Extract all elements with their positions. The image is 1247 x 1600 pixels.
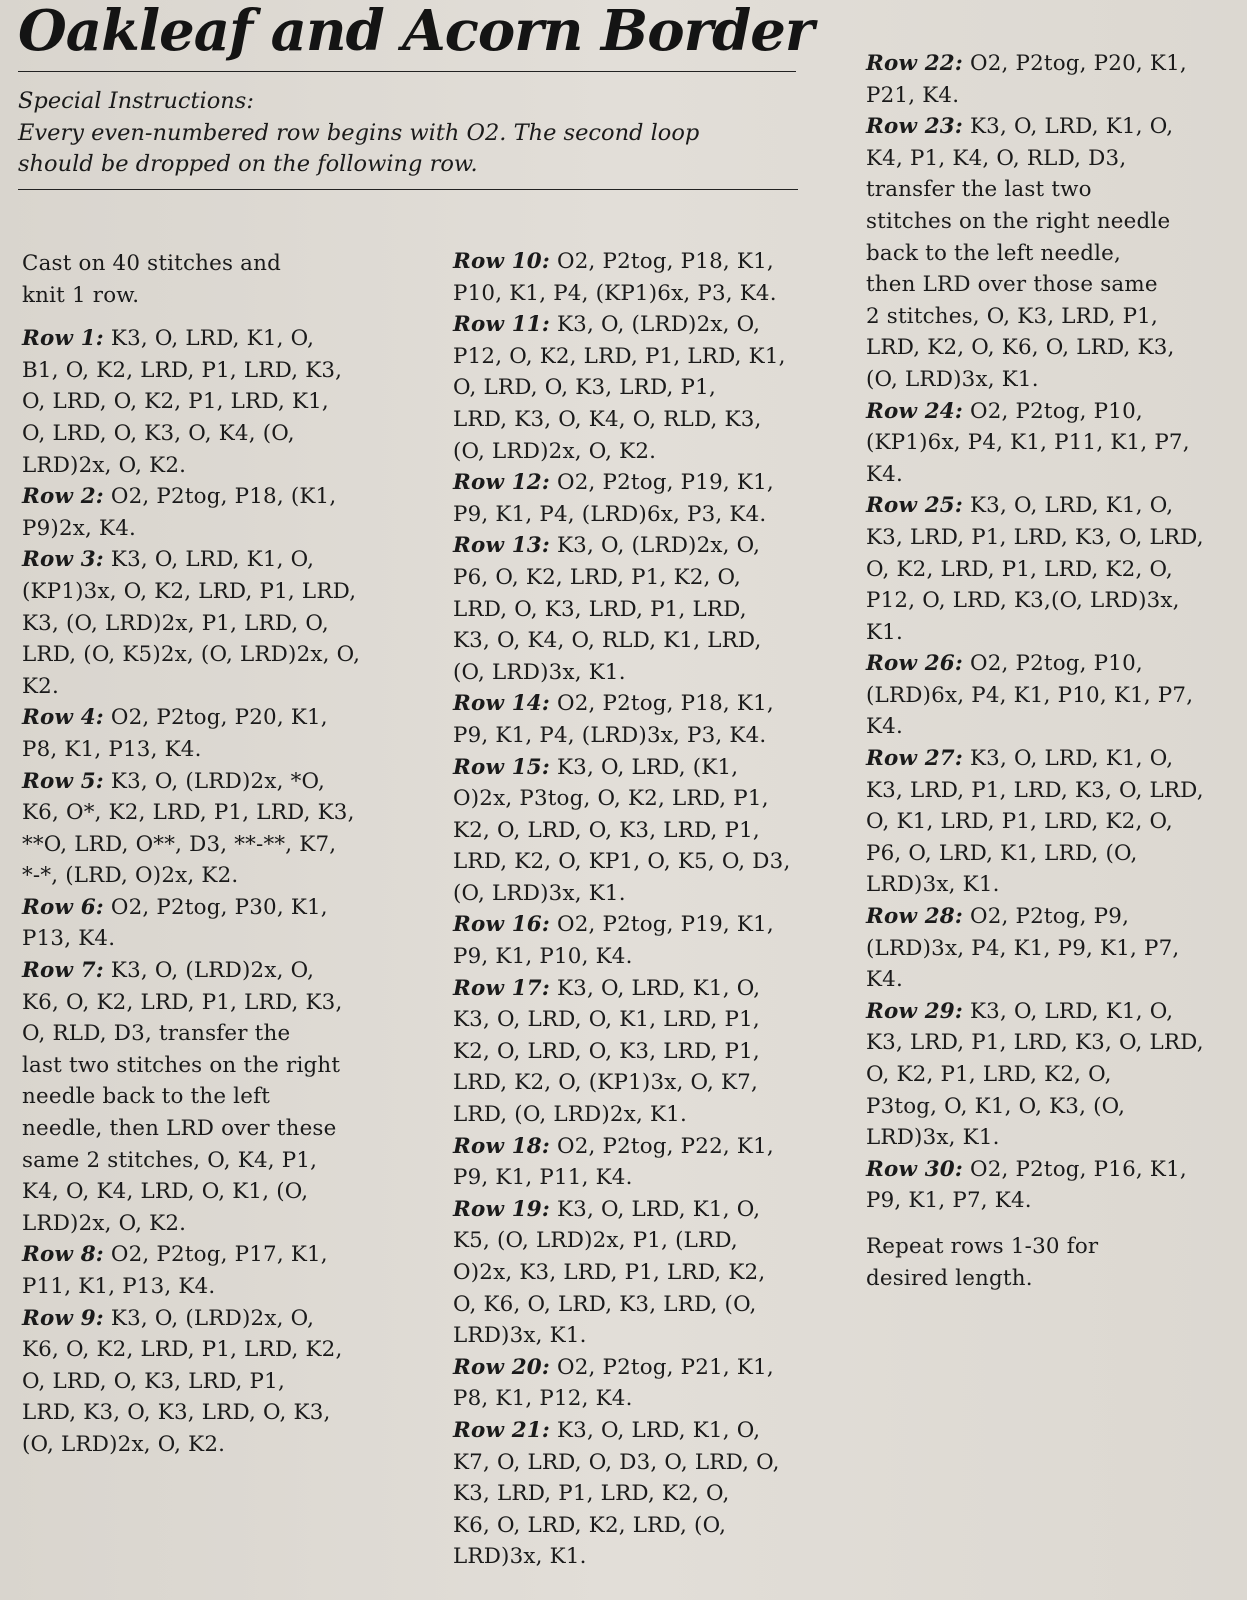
pattern-row	[866, 48, 1242, 111]
pattern-row	[22, 544, 412, 702]
row-text-line: (O, LRD)3x, K1.	[453, 659, 626, 685]
row-text-line: 2 stitches, O, K3, LRD, P1,	[866, 303, 1158, 329]
row-first-line	[22, 544, 412, 576]
row-text-line: LRD)2x, O, K2.	[22, 1210, 187, 1236]
row-first-line	[453, 467, 848, 499]
row-text-line: P13, K4.	[22, 926, 116, 952]
pattern-row	[453, 530, 848, 688]
special-instructions-heading: Special Instructions:	[18, 88, 254, 114]
row-text-line: LRD, O, K3, LRD, P1, LRD,	[453, 596, 747, 622]
row-label: Row 4:	[22, 705, 104, 731]
row-text: K3, O, LRD, K1, O,	[962, 746, 1174, 772]
row-first-line	[866, 648, 1242, 680]
row-text: O2, P2tog, P16, K1,	[962, 1156, 1187, 1182]
row-text-line: transfer the last two	[866, 177, 1092, 203]
row-label: Row 21:	[453, 1417, 550, 1443]
pattern-row	[453, 1194, 848, 1352]
row-text-line: K2, O, LRD, O, K3, LRD, P1,	[453, 1038, 760, 1064]
page-title: Oakleaf and Acorn Border	[18, 0, 814, 64]
row-first-line	[866, 743, 1242, 775]
row-text: K3, O, LRD, K1, O,	[962, 493, 1174, 519]
intro-line: Cast on 40 stitches and	[22, 251, 281, 276]
row-text: K3, O, LRD, K1, O,	[549, 975, 761, 1001]
row-text-line: P12, O, K2, LRD, P1, LRD, K1,	[453, 343, 786, 369]
row-label: Row 11:	[453, 312, 550, 338]
row-text: O2, P2tog, P18, (K1,	[103, 484, 337, 510]
row-text-line: LRD, (O, LRD)2x, K1.	[453, 1102, 687, 1128]
row-text: K3, O, LRD, K1, O,	[549, 1417, 761, 1443]
column-2	[453, 246, 848, 1573]
row-text: O2, P2tog, P30, K1,	[103, 894, 328, 920]
row-text: K3, O, LRD, K1, O,	[103, 547, 315, 573]
row-text-line: K5, (O, LRD)2x, P1, (LRD,	[453, 1228, 738, 1254]
row-first-line	[453, 1415, 848, 1447]
row-text-line: O, K2, P1, LRD, K2, O,	[866, 1062, 1112, 1087]
pattern-row	[453, 752, 848, 910]
row-text-line: K4.	[866, 714, 903, 740]
row-text: K3, O, (LRD)2x, O,	[549, 533, 761, 559]
repeat-line: Repeat rows 1-30 for	[866, 1233, 1099, 1259]
row-text-line: needle back to the left	[22, 1084, 270, 1110]
row-text-line: P9, K1, P7, K4.	[866, 1188, 1032, 1214]
row-text-line: K3, LRD, P1, LRD, K3, O, LRD,	[866, 777, 1204, 803]
row-text: K3, O, (LRD)2x, O,	[103, 1305, 315, 1331]
row-first-line	[22, 481, 412, 513]
row-text: K3, O, LRD, K1, O,	[962, 998, 1174, 1024]
row-label: Row 19:	[453, 1196, 550, 1222]
pattern-row	[453, 688, 848, 751]
pattern-row	[22, 1303, 412, 1461]
row-text-line: (O, LRD)2x, O, K2.	[22, 1431, 226, 1457]
row-text: O2, P2tog, P20, K1,	[103, 705, 328, 731]
pattern-row	[22, 892, 412, 955]
row-text-line: **O, LRD, O**, D3, **-**, K7,	[22, 831, 337, 857]
row-text-line: K7, O, LRD, O, D3, O, LRD, O,	[453, 1449, 780, 1475]
row-text: O2, P2tog, P10,	[962, 651, 1143, 677]
pattern-row	[866, 490, 1242, 648]
pattern-row	[866, 396, 1242, 491]
row-text-line: P11, K1, P13, K4.	[22, 1274, 216, 1299]
pattern-row	[866, 743, 1242, 901]
row-text: K3, O, LRD, K1, O,	[962, 114, 1174, 140]
row-text: O2, P2tog, P17, K1,	[103, 1242, 328, 1268]
row-text: O2, P2tog, P20, K1,	[962, 51, 1187, 76]
row-text-line: same 2 stitches, O, K4, P1,	[22, 1147, 318, 1173]
row-text-line: P3tog, O, K1, O, K3, (O,	[866, 1093, 1126, 1119]
pattern-row	[22, 766, 412, 892]
divider-top	[18, 71, 796, 72]
row-text-line: K4.	[866, 967, 903, 993]
row-text-line: last two stitches on the right	[22, 1052, 341, 1078]
row-text-line: K4, P1, K4, O, RLD, D3,	[866, 145, 1127, 171]
row-text-line: (O, LRD)2x, O, K2.	[453, 438, 657, 464]
row-first-line	[22, 323, 412, 355]
row-text-line: back to the left needle,	[866, 240, 1121, 266]
row-text-line: O, K1, LRD, P1, LRD, K2, O,	[866, 809, 1173, 835]
row-text-line: K3, O, LRD, O, K1, LRD, P1,	[453, 1007, 760, 1033]
pattern-row	[22, 323, 412, 481]
row-first-line	[22, 955, 412, 987]
row-first-line	[866, 490, 1242, 522]
row-label: Row 20:	[453, 1354, 550, 1380]
row-text: O2, P2tog, P10,	[962, 398, 1143, 424]
row-text-line: K2.	[22, 673, 59, 699]
pattern-row	[22, 955, 412, 1239]
row-text-line: LRD, K2, O, KP1, O, K5, O, D3,	[453, 849, 791, 875]
pattern-row	[22, 481, 412, 544]
pattern-row	[453, 467, 848, 530]
row-text-line: needle, then LRD over these	[22, 1116, 337, 1142]
row-text-line: O, K6, O, LRD, K3, LRD, (O,	[453, 1291, 757, 1317]
row-text-line: P12, O, LRD, K3,(O, LRD)3x,	[866, 588, 1180, 614]
row-first-line	[22, 766, 412, 798]
row-text-line: K4.	[866, 461, 903, 487]
row-text-line: P21, K4.	[866, 82, 960, 108]
pattern-row	[866, 901, 1242, 996]
row-text: K3, O, LRD, K1, O,	[549, 1196, 761, 1222]
row-label: Row 29:	[866, 998, 963, 1024]
row-label: Row 23:	[866, 114, 963, 140]
row-text: O2, P2tog, P18, K1,	[549, 249, 774, 274]
row-label: Row 24:	[866, 398, 963, 424]
row-first-line	[453, 1194, 848, 1226]
pattern-row	[453, 1131, 848, 1194]
row-first-line	[22, 1303, 412, 1335]
row-text-line: K6, O, K2, LRD, P1, LRD, K2,	[22, 1337, 343, 1363]
special-instructions	[18, 86, 798, 181]
row-text-line: LRD)3x, K1.	[453, 1323, 587, 1349]
row-text-line: LRD)3x, K1.	[866, 1125, 1000, 1151]
repeat-line: desired length.	[866, 1265, 1033, 1291]
row-first-line	[22, 702, 412, 734]
row-first-line	[453, 1131, 848, 1163]
row-text-line: *-*, (LRD, O)2x, K2.	[22, 863, 239, 889]
row-text-line: (O, LRD)3x, K1.	[453, 880, 626, 906]
row-label: Row 30:	[866, 1156, 963, 1182]
row-label: Row 8:	[22, 1242, 104, 1268]
row-text-line: stitches on the right needle	[866, 208, 1171, 234]
row-text-line: K6, O*, K2, LRD, P1, LRD, K3,	[22, 800, 355, 826]
row-text-line: P8, K1, P13, K4.	[22, 736, 202, 762]
row-first-line	[453, 530, 848, 562]
row-text: K3, O, (LRD)2x, *O,	[103, 768, 325, 794]
row-text-line: K6, O, K2, LRD, P1, LRD, K3,	[22, 989, 343, 1015]
divider-bottom	[18, 189, 798, 190]
row-text-line: LRD, K3, O, K3, LRD, O, K3,	[22, 1400, 331, 1426]
row-text-line: O)2x, K3, LRD, P1, LRD, K2,	[453, 1260, 766, 1285]
row-first-line	[866, 1154, 1242, 1186]
row-first-line	[866, 396, 1242, 428]
row-text: O2, P2tog, P19, K1,	[549, 470, 774, 496]
row-label: Row 5:	[22, 768, 104, 794]
row-text-line: P9, K1, P11, K4.	[453, 1165, 633, 1191]
row-label: Row 10:	[453, 249, 550, 274]
row-first-line	[866, 901, 1242, 933]
row-text-line: K3, O, K4, O, RLD, K1, LRD,	[453, 628, 762, 654]
pattern-row	[453, 973, 848, 1131]
row-first-line	[453, 1352, 848, 1384]
row-first-line	[22, 892, 412, 924]
pattern-row	[22, 702, 412, 765]
row-text-line: P9, K1, P4, (LRD)6x, P3, K4.	[453, 501, 767, 527]
row-text-line: B1, O, K2, LRD, P1, LRD, K3,	[22, 357, 343, 383]
row-text: K3, O, LRD, K1, O,	[103, 326, 315, 352]
row-text-line: O, LRD, O, K2, P1, LRD, K1,	[22, 389, 329, 415]
pattern-row	[453, 909, 848, 972]
row-text-line: (KP1)3x, O, K2, LRD, P1, LRD,	[22, 578, 357, 604]
pattern-row	[453, 246, 848, 309]
column-3	[866, 48, 1242, 1294]
row-text: O2, P2tog, P21, K1,	[549, 1354, 774, 1380]
row-first-line	[453, 309, 848, 341]
row-label: Row 26:	[866, 651, 963, 677]
row-text-line: LRD)3x, K1.	[866, 872, 1000, 898]
row-first-line	[453, 973, 848, 1005]
row-label: Row 16:	[453, 912, 550, 938]
row-first-line	[866, 111, 1242, 143]
row-text-line: K1.	[866, 619, 903, 645]
row-label: Row 15:	[453, 754, 550, 780]
row-text-line: P8, K1, P12, K4.	[453, 1386, 633, 1412]
row-text-line: LRD)3x, K1.	[453, 1544, 587, 1570]
row-text-line: O, K2, LRD, P1, LRD, K2, O,	[866, 556, 1173, 582]
row-text-line: P9, K1, P4, (LRD)3x, P3, K4.	[453, 722, 767, 748]
row-text-line: (O, LRD)3x, K1.	[866, 366, 1039, 392]
row-first-line	[453, 752, 848, 784]
row-label: Row 25:	[866, 493, 963, 519]
row-text-line: P6, O, LRD, K1, LRD, (O,	[866, 840, 1138, 866]
row-text-line: K3, LRD, P1, LRD, K2, O,	[453, 1481, 730, 1507]
row-text-line: O, LRD, O, K3, O, K4, (O,	[22, 420, 295, 446]
row-text-line: K3, (O, LRD)2x, P1, LRD, O,	[22, 610, 329, 636]
row-text-line: (LRD)3x, P4, K1, P9, K1, P7,	[866, 935, 1180, 961]
row-first-line	[453, 246, 848, 278]
row-label: Row 22:	[866, 51, 963, 76]
row-label: Row 7:	[22, 958, 104, 984]
row-text: O2, P2tog, P19, K1,	[549, 912, 774, 938]
pattern-row	[453, 1415, 848, 1573]
row-text-line: LRD, K3, O, K4, O, RLD, K3,	[453, 406, 762, 432]
row-text: O2, P2tog, P18, K1,	[549, 691, 774, 717]
cast-on-instructions	[22, 248, 412, 311]
row-text-line: P6, O, K2, LRD, P1, K2, O,	[453, 564, 742, 590]
row-text-line: LRD)2x, O, K2.	[22, 452, 187, 478]
row-text-line: K2, O, LRD, O, K3, LRD, P1,	[453, 817, 760, 843]
row-text: O2, P2tog, P22, K1,	[549, 1133, 774, 1159]
row-text-line: P9)2x, K4.	[22, 515, 137, 541]
pattern-row	[866, 648, 1242, 743]
row-text: K3, O, (LRD)2x, O,	[103, 958, 315, 984]
row-first-line	[866, 48, 1242, 80]
row-text: K3, O, (LRD)2x, O,	[549, 312, 761, 338]
row-text-line: K3, LRD, P1, LRD, K3, O, LRD,	[866, 524, 1204, 550]
column-1	[22, 248, 412, 1461]
row-label: Row 1:	[22, 326, 104, 352]
row-text-line: (KP1)6x, P4, K1, P11, K1, P7,	[866, 430, 1190, 456]
row-text-line: K6, O, LRD, K2, LRD, (O,	[453, 1512, 727, 1538]
row-text-line: LRD, (O, K5)2x, (O, LRD)2x, O,	[22, 642, 361, 668]
row-text-line: P9, K1, P10, K4.	[453, 944, 633, 970]
row-text-line: LRD, K2, O, (KP1)3x, O, K7,	[453, 1070, 758, 1096]
pattern-row	[453, 309, 848, 467]
row-text-line: O, LRD, O, K3, LRD, P1,	[453, 375, 716, 401]
row-label: Row 27:	[866, 746, 963, 772]
special-instructions-line: should be dropped on the following row.	[18, 151, 478, 177]
row-text: O2, P2tog, P9,	[962, 904, 1130, 930]
row-text-line: LRD, K2, O, K6, O, LRD, K3,	[866, 335, 1175, 361]
row-first-line	[453, 688, 848, 720]
row-text-line: K3, LRD, P1, LRD, K3, O, LRD,	[866, 1030, 1204, 1056]
row-text: K3, O, LRD, (K1,	[549, 754, 739, 780]
row-text-line: O, RLD, D3, transfer the	[22, 1021, 291, 1047]
pattern-row	[866, 111, 1242, 395]
row-label: Row 6:	[22, 894, 104, 920]
row-text-line: (LRD)6x, P4, K1, P10, K1, P7,	[866, 682, 1194, 708]
row-first-line	[22, 1239, 412, 1271]
row-label: Row 3:	[22, 547, 104, 573]
row-label: Row 17:	[453, 975, 550, 1001]
row-text-line: P10, K1, P4, (KP1)6x, P3, K4.	[453, 280, 777, 306]
row-text-line: O)2x, P3tog, O, K2, LRD, P1,	[453, 786, 769, 812]
row-label: Row 2:	[22, 484, 104, 510]
row-first-line	[866, 996, 1242, 1028]
row-text-line: O, LRD, O, K3, LRD, P1,	[22, 1368, 285, 1394]
row-label: Row 13:	[453, 533, 550, 559]
pattern-row	[866, 996, 1242, 1154]
row-label: Row 14:	[453, 691, 550, 717]
row-text-line: K4, O, K4, LRD, O, K1, (O,	[22, 1179, 309, 1205]
intro-line: knit 1 row.	[22, 282, 140, 308]
pattern-row	[866, 1154, 1242, 1217]
pattern-row	[453, 1352, 848, 1415]
repeat-instructions	[866, 1231, 1242, 1294]
row-text-line: then LRD over those same	[866, 272, 1158, 298]
row-label: Row 28:	[866, 904, 963, 930]
row-label: Row 18:	[453, 1133, 550, 1159]
row-label: Row 12:	[453, 470, 550, 496]
pattern-row	[22, 1239, 412, 1302]
special-instructions-line: Every even-numbered row begins with O2. The second loop	[18, 119, 700, 146]
row-first-line	[453, 909, 848, 941]
row-label: Row 9:	[22, 1305, 104, 1331]
